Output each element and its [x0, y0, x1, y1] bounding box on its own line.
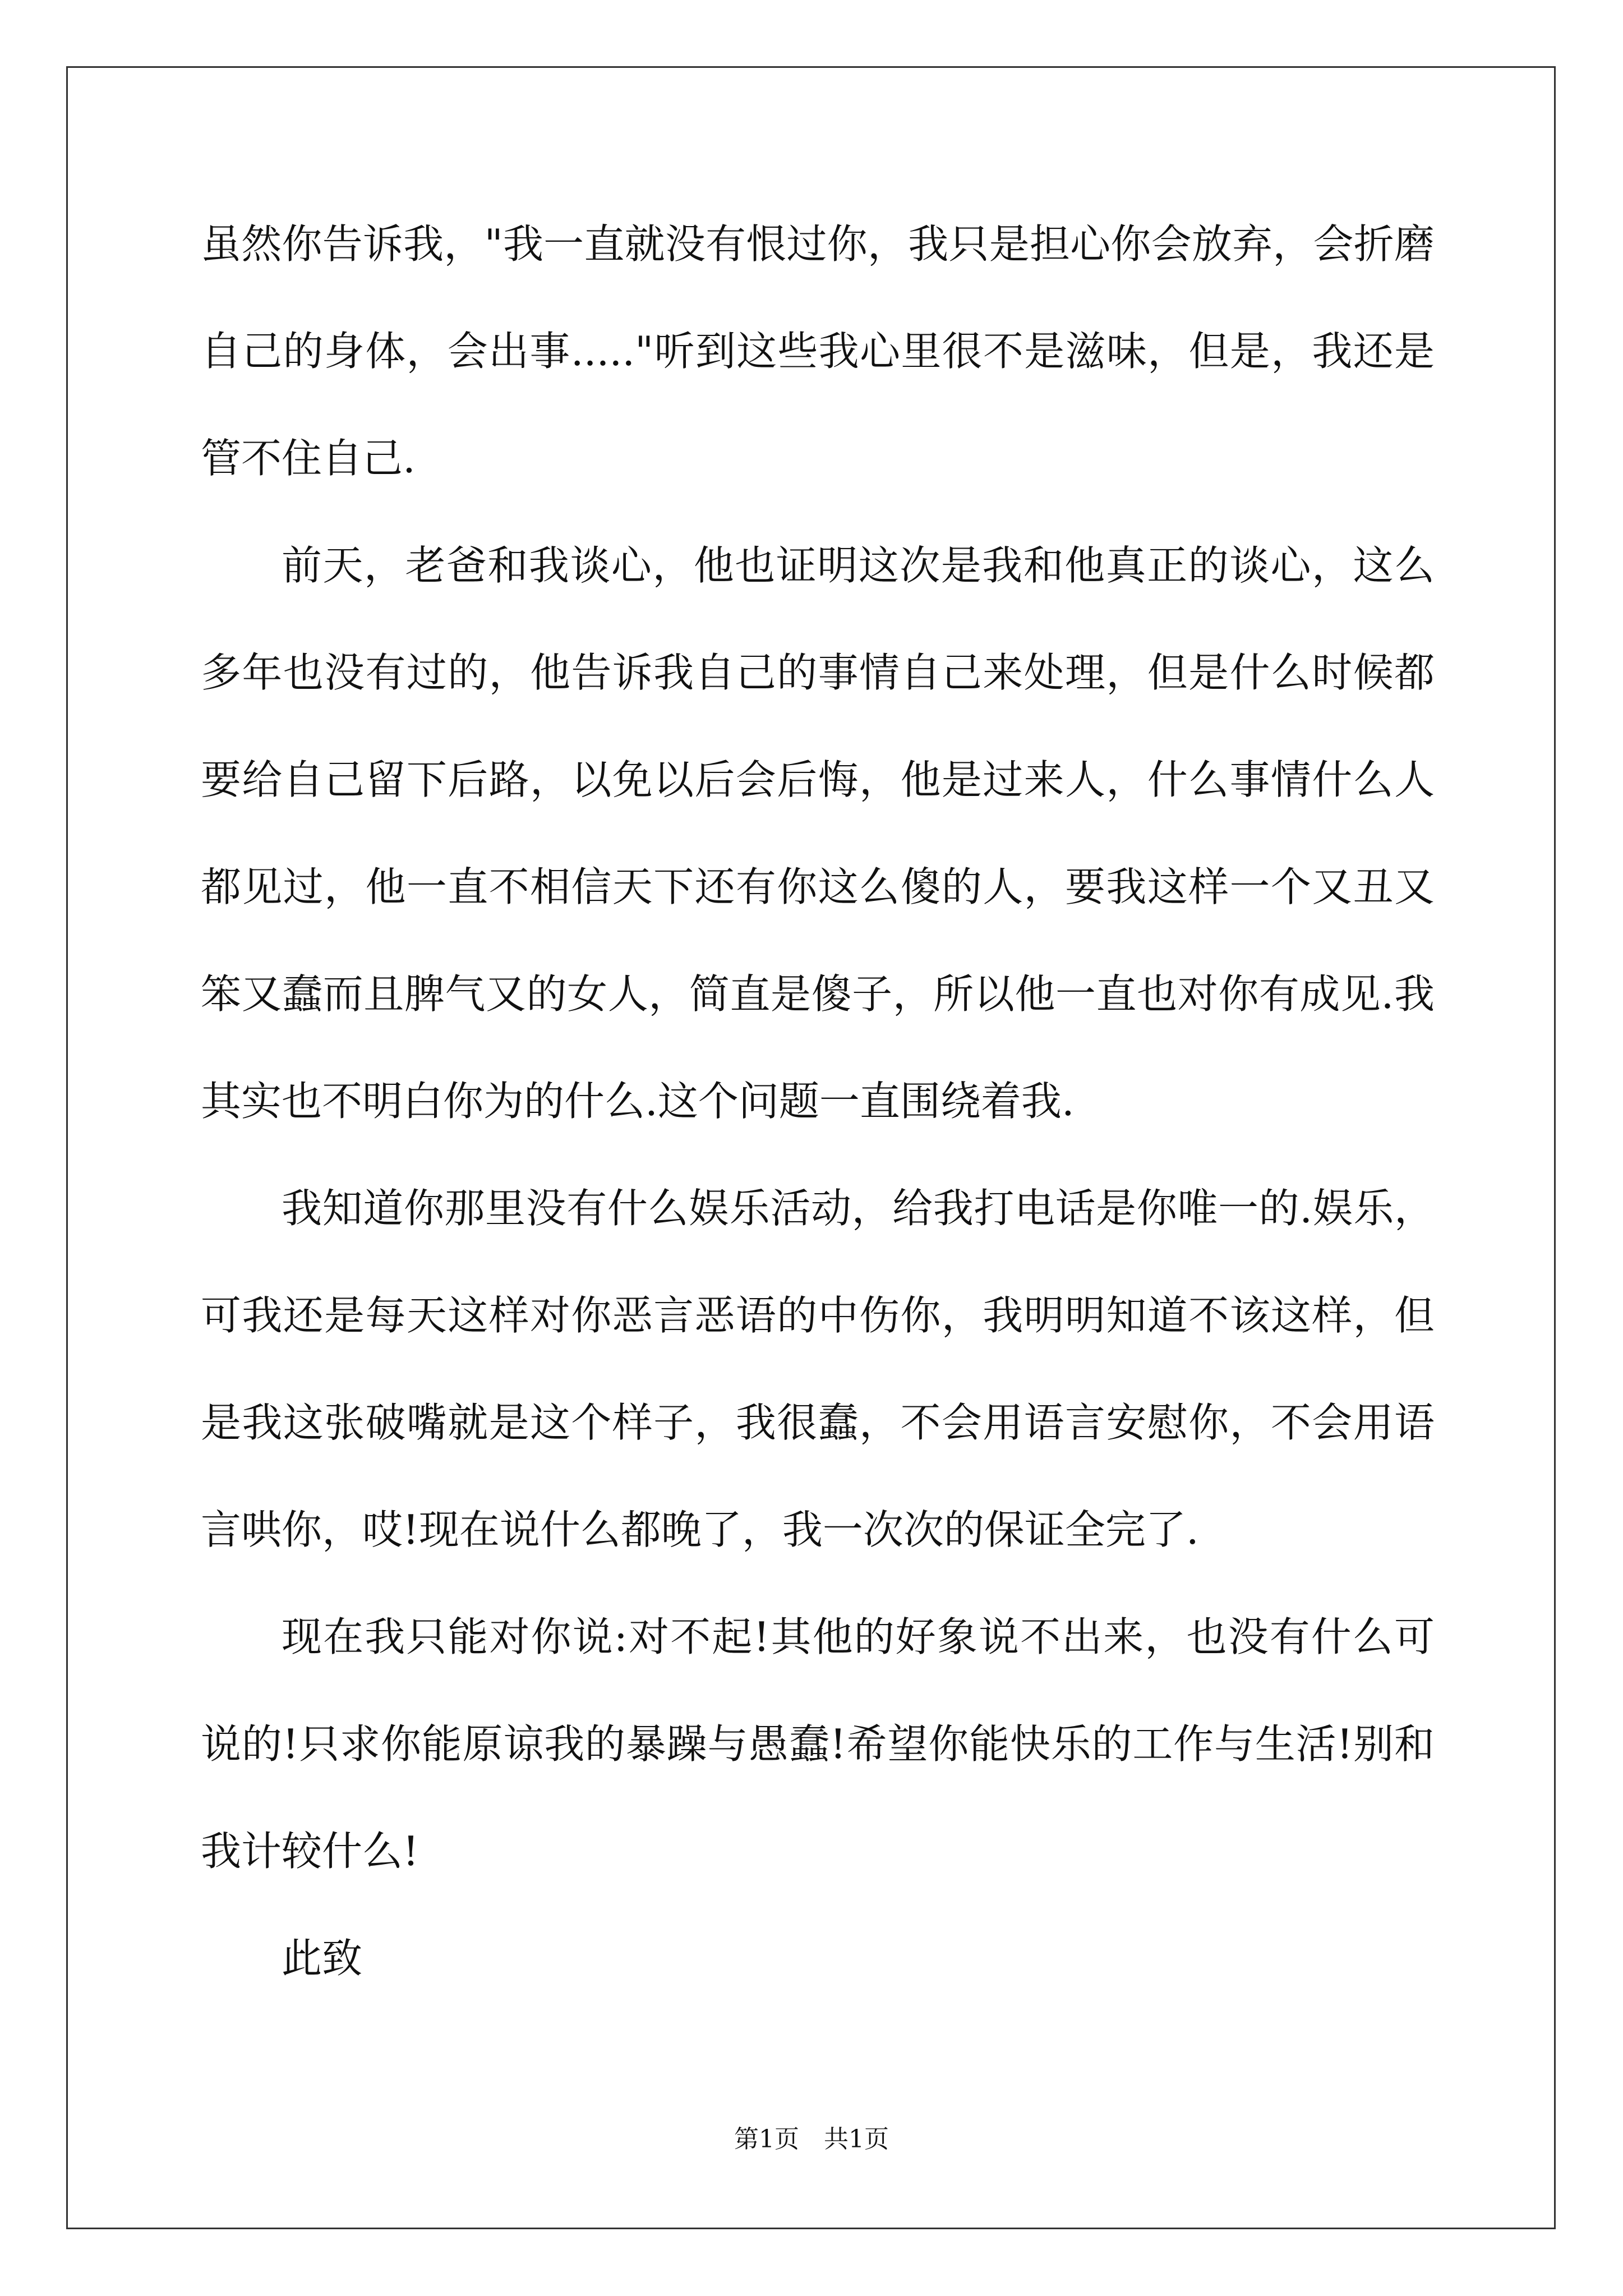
closing-salutation: 此致	[282, 1935, 363, 1982]
paragraph-3: 我知道你那里没有什么娱乐活动，给我打电话是你唯一的.娱乐，可我还是每天这样对你恶言恶语的中伤你，我明明知道不该这样，但是我这张破嘴就是这个样子，我很蠢，不会用语言安慰你，不会用语言哄你，哎!现在说什么都晚了，我一次次的保证全完了.	[201, 1185, 1435, 1553]
page-footer: 第1页 共1页	[734, 2125, 889, 2154]
paragraph-4: 现在我只能对你说:对不起!其他的好象说不出来，也没有什么可说的!只求你能原谅我的暴躁与愚蠢!希望你能快乐的工作与生活!别和我计较什么!	[201, 1613, 1435, 1875]
document-body	[201, 191, 1435, 2012]
paragraph-2: 前天，老爸和我谈心，他也证明这次是我和他真正的谈心，这么多年也没有过的，他告诉我自己的事情自己来处理，但是什么时候都要给自己留下后路，以免以后会后悔，他是过来人，什么事情什么人都见过，他一直不相信天下还有你这么傻的人，要我这样一个又丑又笨又蠢而且脾气又的女人，简直是傻子，所以他一直也对你有成见.我其实也不明白你为的什么.这个问题一直围绕着我.	[201, 542, 1435, 1125]
paragraph-1: 虽然你告诉我，"我一直就没有恨过你，我只是担心你会放弃，会折磨自己的身体，会出事....."听到这些我心里很不是滋味，但是，我还是管不住自己.	[201, 220, 1435, 482]
